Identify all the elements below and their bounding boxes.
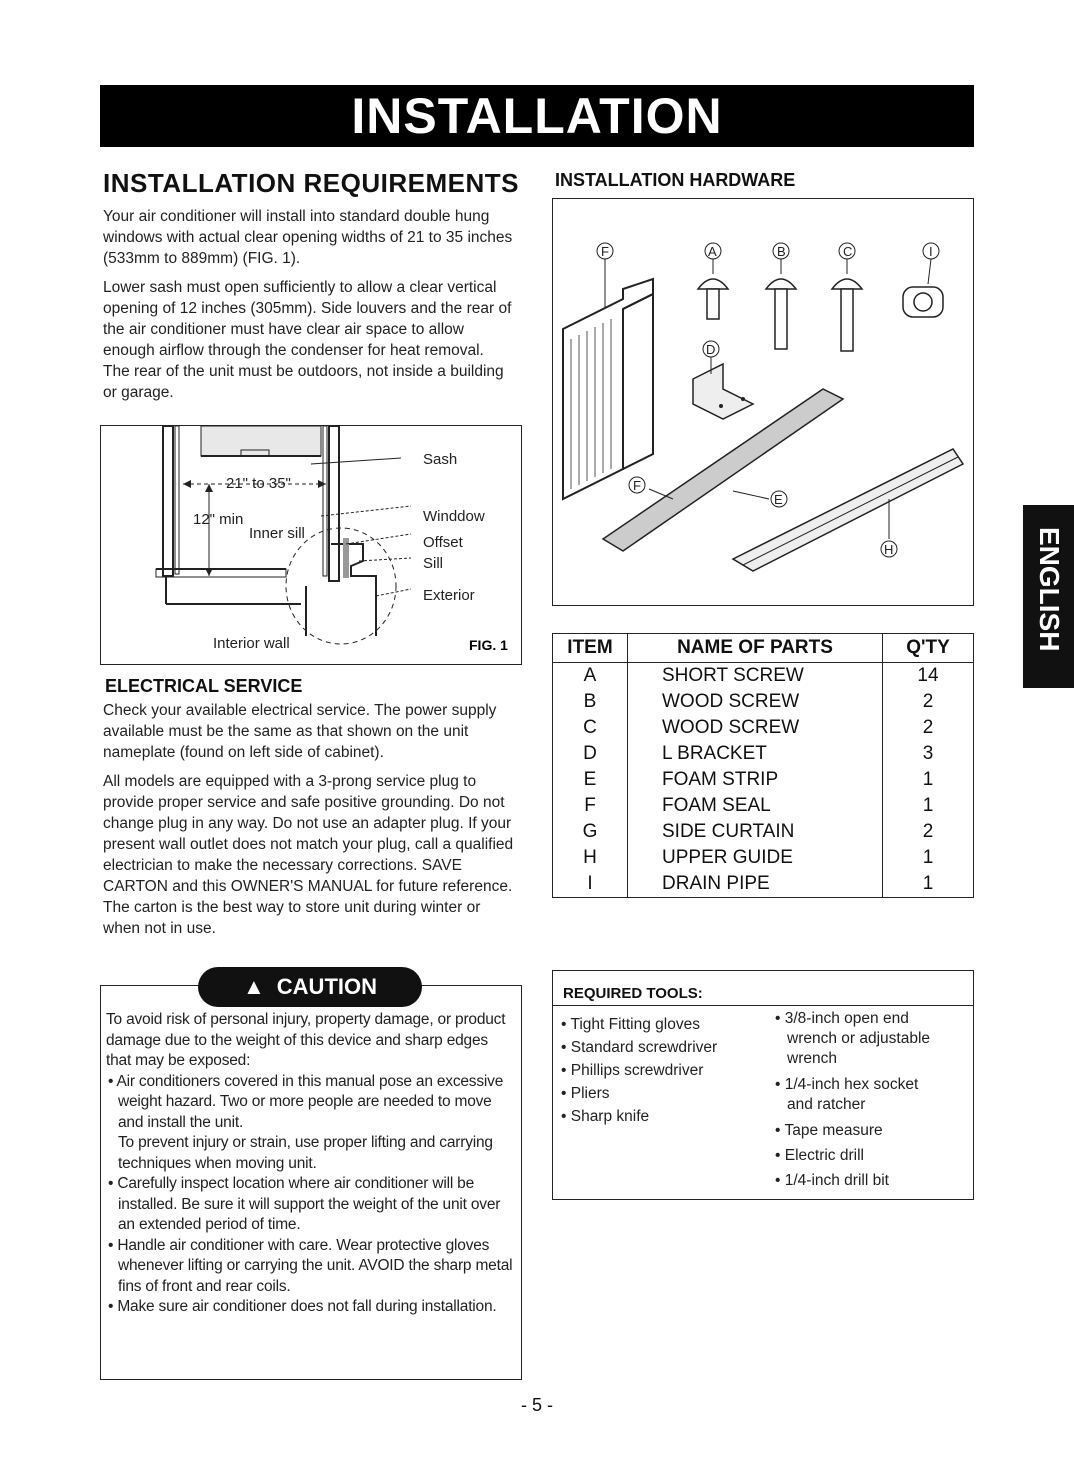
cell-qty: 2	[883, 715, 974, 741]
parts-table	[552, 633, 974, 898]
fig1-offset-label: Offset	[423, 534, 463, 551]
table-row	[553, 715, 974, 741]
fig1-width-label: 21" to 35"	[226, 475, 291, 492]
col-name-header: NAME OF PARTS	[628, 634, 883, 663]
parts-table-header	[553, 634, 974, 663]
table-row	[553, 871, 974, 898]
hardware-diagram-svg	[553, 199, 973, 605]
label-i: I	[929, 244, 933, 259]
cell-name: FOAM STRIP	[628, 767, 883, 793]
caution-intro: To avoid risk of personal injury, property damage, or product damage due to the weight of this device and sharp edges that may be exposed:	[106, 1011, 506, 1069]
cell-item: I	[553, 871, 628, 898]
list-item: • 1/4-inch hex socket	[775, 1076, 919, 1093]
figure-1-window-diagram	[100, 425, 522, 665]
label-h: H	[884, 542, 894, 557]
electrical-para-2: All models are equipped with a 3-prong service plug to provide proper service and safe positive grounding. Do not change plug in any way. Do not use an adapter plug. If your present wall outlet does not match your plug, call a qualified electrician to make the necessary corrections. SAVE CARTON and this OWNER'S MANUAL for future reference. The carton is the best way to store unit during winter or when not in use.	[103, 773, 514, 937]
fig1-exterior-label: Exterior	[423, 587, 475, 604]
table-row	[553, 767, 974, 793]
list-item: • Electric drill	[775, 1147, 864, 1164]
cell-name: UPPER GUIDE	[628, 845, 883, 871]
fig1-sill-label: Sill	[423, 555, 444, 572]
cell-item: E	[553, 767, 628, 793]
cell-qty: 3	[883, 741, 974, 767]
cell-name: L BRACKET	[628, 741, 883, 767]
installation-hardware-heading: INSTALLATION HARDWARE	[555, 170, 796, 190]
table-row	[553, 741, 974, 767]
cell-qty: 1	[883, 871, 974, 898]
caution-text	[106, 1010, 516, 1318]
cell-item: F	[553, 793, 628, 819]
page-number: - 5 -	[520, 1395, 553, 1415]
hardware-diagram	[552, 198, 974, 606]
cell-name: DRAIN PIPE	[628, 871, 883, 898]
cell-item: B	[553, 689, 628, 715]
col-item-header: ITEM	[553, 634, 628, 663]
cell-name: WOOD SCREW	[628, 689, 883, 715]
caution-bullet-4: • Make sure air conditioner does not fall during installation.	[108, 1298, 497, 1315]
list-item: • 1/4-inch drill bit	[775, 1172, 889, 1189]
caution-bullet-1: • Air conditioners covered in this manual pose an excessive weight hazard. Two or more people are needed to move and install the unit.	[108, 1072, 504, 1131]
label-f-top: F	[601, 244, 609, 259]
electrical-text	[103, 700, 521, 947]
page-banner-title: INSTALLATION	[100, 85, 974, 147]
table-row	[553, 845, 974, 871]
table-row	[553, 663, 974, 690]
installation-requirements-heading: INSTALLATION REQUIREMENTS	[103, 168, 519, 198]
fig1-window-label: Winddow	[423, 508, 485, 525]
cell-name: FOAM SEAL	[628, 793, 883, 819]
language-side-tab	[1023, 505, 1074, 688]
label-f-bottom: F	[633, 478, 641, 493]
fig1-sash-label: Sash	[423, 451, 458, 468]
caution-bullet-2: • Carefully inspect location where air conditioner will be installed. Be sure it will support the weight of the unit over an extended period of time.	[108, 1175, 501, 1233]
label-c: C	[843, 244, 853, 259]
requirements-text	[103, 206, 513, 411]
caution-bullet-3: • Handle air conditioner with care. Wear protective gloves whenever lifting or carrying the unit. AVOID the sharp metal fins of front and rear coils.	[108, 1236, 513, 1295]
warning-triangle-icon: ▲	[243, 974, 265, 999]
requirements-para-2: Lower sash must open sufficiently to allow a clear vertical opening of 12 inches (305mm). Side louvers and the rear of the air conditioner must have clear air space to allow enough airflow through the condenser for heat removal. The rear of the unit must be outdoors, not inside a building or garage.	[103, 279, 512, 401]
table-row	[553, 819, 974, 845]
list-item: wrench or adjustable	[787, 1030, 931, 1047]
cell-item: H	[553, 845, 628, 871]
cell-name: SHORT SCREW	[628, 663, 883, 690]
cell-qty: 2	[883, 689, 974, 715]
cell-name: WOOD SCREW	[628, 715, 883, 741]
label-e: E	[774, 492, 783, 507]
cell-item: D	[553, 741, 628, 767]
window-diagram-svg	[101, 426, 521, 664]
fig1-min-label: 12" min	[193, 511, 244, 528]
cell-qty: 1	[883, 845, 974, 871]
list-item: • Sharp knife	[561, 1108, 650, 1125]
list-item: • Standard screwdriver	[561, 1039, 718, 1056]
list-item: • Tape measure	[775, 1122, 883, 1139]
tools-list-left	[561, 1013, 771, 1128]
label-b: B	[777, 244, 786, 259]
cell-qty: 2	[883, 819, 974, 845]
list-item: • Phillips screwdriver	[561, 1062, 704, 1079]
cell-item: C	[553, 715, 628, 741]
list-item: wrench	[787, 1050, 837, 1067]
fig1-inner-sill-label: Inner sill	[249, 525, 305, 542]
label-a: A	[708, 244, 717, 259]
electrical-para-1: Check your available electrical service. The power supply available must be the same as that shown on the unit nameplate (found on left side of cabinet).	[103, 702, 497, 761]
cell-qty: 1	[883, 767, 974, 793]
cell-qty: 1	[883, 793, 974, 819]
col-qty-header: Q'TY	[883, 634, 974, 663]
required-tools-heading: REQUIRED TOOLS:	[553, 971, 973, 1006]
cell-qty: 14	[883, 663, 974, 690]
required-tools-box	[552, 970, 974, 1200]
cell-name: SIDE CURTAIN	[628, 819, 883, 845]
caution-bullet-1-continued: To prevent injury or strain, use proper lifting and carrying techniques when moving unit.	[118, 1134, 493, 1172]
caution-label: CAUTION	[276, 974, 377, 999]
list-item: and ratcher	[787, 1096, 866, 1113]
fig1-interior-wall-label: Interior wall	[213, 635, 290, 652]
cell-item: A	[553, 663, 628, 690]
table-row	[553, 689, 974, 715]
electrical-service-heading: ELECTRICAL SERVICE	[105, 676, 303, 696]
language-tab-label: ENGLISH	[1034, 527, 1065, 652]
tools-list-right	[775, 1009, 970, 1191]
requirements-para-1: Your air conditioner will install into standard double hung windows with actual clear opening widths of 21 to 35 inches (533mm to 889mm) (FIG. 1).	[103, 208, 513, 267]
list-item: • Tight Fitting gloves	[561, 1016, 700, 1033]
list-item: • 3/8-inch open end	[775, 1010, 909, 1027]
caution-badge	[198, 967, 422, 1007]
table-row	[553, 793, 974, 819]
fig1-caption: FIG. 1	[469, 637, 508, 653]
list-item: • Pliers	[561, 1085, 610, 1102]
label-d: D	[706, 342, 716, 357]
cell-item: G	[553, 819, 628, 845]
